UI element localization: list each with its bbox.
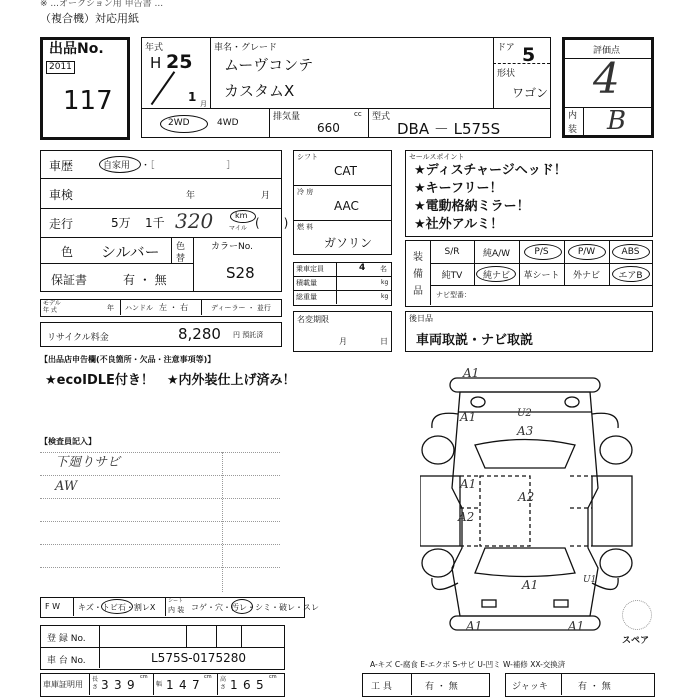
- model-year-year: 年: [107, 304, 114, 312]
- sales-point: ★社外アルミ！: [414, 217, 504, 232]
- equip-alloy: 純A/W: [482, 248, 511, 259]
- era: H: [150, 54, 162, 72]
- tools-value: 有 ・ 無: [425, 682, 458, 692]
- score-box: [562, 37, 654, 138]
- history-block: [40, 150, 289, 292]
- height-unit: cm: [269, 674, 277, 680]
- capacity-label: 乗車定員: [296, 265, 324, 273]
- inspection-label: 車検: [49, 188, 74, 202]
- color-changed-2: 替: [176, 254, 186, 264]
- jack-row: [505, 673, 655, 697]
- damage-mark: A1: [460, 477, 477, 491]
- gross-label: 総重量: [296, 293, 317, 301]
- inspector-note-2: AW: [55, 479, 78, 494]
- capacity-unit: 名: [380, 265, 387, 273]
- ac-value: AAC: [334, 199, 359, 213]
- mile-option[interactable]: マイル: [229, 225, 247, 232]
- inspector-note-1: 下廻りサビ: [55, 455, 121, 470]
- top-line: ※ ...オークション用 申告書 ...: [40, 0, 164, 9]
- later-label: 後日品: [409, 314, 433, 323]
- load-label: 積載量: [296, 279, 317, 287]
- model-year-label-1: モデル: [43, 300, 61, 307]
- shape-label: 形状: [497, 69, 516, 79]
- damage-mark: U2: [517, 408, 532, 419]
- doors: 5: [522, 44, 536, 66]
- vehicle-box: [141, 37, 551, 138]
- color-no-label: カラーNo.: [211, 242, 253, 252]
- drive-4wd[interactable]: 4WD: [217, 118, 239, 128]
- name-change-day: 日: [380, 337, 388, 346]
- windshield: [475, 440, 575, 469]
- width-label: 幅: [156, 681, 163, 688]
- inspection-year: 年: [186, 191, 196, 201]
- damage-mark: A2: [458, 510, 475, 524]
- damage-legend: A-キズ C-腐食 E-エクボ S-サビ U-凹ミ W-補修 XX-交換済: [370, 660, 566, 669]
- seller-notes-text: ★ecoIDLE付き！ ★内外装仕上げ済み！: [45, 373, 296, 388]
- seat-label: シート: [168, 598, 184, 604]
- damage-mark: U1: [583, 575, 597, 585]
- equipment-label: 装備品: [413, 252, 423, 297]
- interior-label: 内 装: [168, 606, 185, 614]
- recycle-amount: 8,280: [178, 325, 221, 343]
- km-option[interactable]: km: [235, 211, 248, 220]
- color-label: 色: [61, 245, 74, 259]
- length-digit: 3: [101, 678, 109, 692]
- year-label: 年式: [145, 43, 164, 53]
- dealer-value: ディーラー ・ 並行: [211, 304, 271, 312]
- warranty-value: 有 ・ 無: [123, 273, 167, 287]
- paper-note: （複合機）対応用紙: [40, 12, 139, 25]
- shift-label: シフト: [297, 153, 318, 161]
- lot-label: 出品No.: [49, 41, 104, 57]
- recycle-unit: 円 預託済: [233, 331, 264, 339]
- damage-mark: A1: [568, 619, 585, 633]
- displacement: 660: [317, 121, 340, 135]
- sales-point: ★キーフリー！: [414, 181, 503, 196]
- capacity-block: [293, 262, 392, 306]
- spec-block: [293, 150, 392, 255]
- later-value: 車両取説・ナビ取説: [416, 333, 534, 348]
- year: 25: [166, 51, 193, 73]
- equip-ext-navi: 外ナビ: [572, 270, 600, 281]
- color-changed-1: 色: [176, 242, 186, 252]
- width-digit: 4: [179, 678, 187, 692]
- warranty-label: 保証書: [51, 273, 88, 287]
- lot-number: 117: [63, 86, 113, 116]
- month: 1: [188, 90, 197, 104]
- load-unit: kg: [381, 279, 389, 286]
- handle-label: ハンドル: [125, 304, 153, 312]
- fuel-value: ガソリン: [324, 236, 373, 250]
- door-label: ドア: [497, 43, 515, 53]
- front-bumper: [450, 378, 600, 392]
- length-label: 長さ: [92, 676, 99, 691]
- car-grade: カスタムX: [224, 82, 295, 100]
- mileage-label: 走行: [49, 217, 74, 231]
- equip-leather: 革シート: [523, 270, 560, 281]
- chassis-number: L575S-0175280: [151, 651, 246, 665]
- history-rest: ・［ ］: [141, 161, 236, 171]
- color-value: シルバー: [101, 243, 160, 261]
- month-unit: 月: [200, 100, 207, 108]
- name-label: 車名・グレード: [214, 43, 278, 53]
- height-digit: 1: [230, 678, 238, 692]
- equip-airbag: エアB: [618, 270, 643, 281]
- sales-point: ★電動格納ミラー！: [414, 199, 530, 214]
- damage-mark: A3: [517, 424, 534, 438]
- equip-pw: P/W: [577, 247, 596, 257]
- registration-block: [40, 625, 285, 670]
- model-year-row: [40, 299, 282, 317]
- inspector-label: 【検査員記入】: [40, 437, 96, 446]
- fuel-label: 燃 料: [297, 223, 314, 231]
- mileage-paren: ( ): [255, 216, 289, 230]
- gross-unit: kg: [381, 293, 389, 300]
- fw-row: [40, 597, 319, 618]
- mileage-sen: 1千: [145, 216, 165, 230]
- damage-mark: A1: [522, 578, 539, 592]
- color-no: S28: [226, 264, 255, 282]
- interior-options: コゲ・穴・汚レ・シミ・破レ・スレ: [191, 603, 319, 612]
- chassis-label: 車 台 No.: [47, 656, 86, 666]
- equip-tv: 純TV: [441, 270, 463, 281]
- garage-label: 車庫証明用: [43, 680, 83, 689]
- tools-row: [362, 673, 490, 697]
- handle-value: 左 ・ 右: [159, 303, 189, 312]
- sales-points-label: セールスポイント: [409, 153, 465, 161]
- seller-notes-label: 【出品店申告欄(不良箇所・欠品・注意事項等)】: [40, 355, 216, 364]
- name-change-month: 月: [339, 337, 347, 346]
- height-label: 高さ: [220, 676, 227, 691]
- mileage-man: 5万: [111, 216, 131, 230]
- equip-navi: 純ナビ: [482, 270, 510, 281]
- width-digit: 1: [166, 678, 174, 692]
- model-label: 型式: [372, 112, 391, 122]
- history-value: 自家用: [103, 161, 131, 171]
- rear-window: [475, 548, 575, 577]
- fw-options: キズ・トビ石・割レX: [78, 603, 156, 612]
- fw-label: F W: [45, 602, 61, 611]
- width-unit: cm: [204, 674, 212, 680]
- score-value: 4: [593, 54, 620, 103]
- model-year-label-2: 年 式: [43, 307, 57, 314]
- damage-mark: A2: [518, 490, 535, 504]
- spare-label: スペア: [622, 636, 650, 646]
- name-change-block: [293, 311, 392, 352]
- lot-stamp: 2011: [46, 61, 75, 74]
- height-digit: 5: [256, 678, 264, 692]
- width-digit: 7: [192, 678, 200, 692]
- capacity-value: 4: [359, 263, 366, 273]
- inspection-month: 月: [261, 191, 271, 201]
- shape: ワゴン: [512, 86, 549, 100]
- navi-model-label: ナビ型番：: [436, 291, 471, 299]
- length-unit: cm: [140, 674, 148, 680]
- length-digit: 3: [114, 678, 122, 692]
- equipment-block: [405, 240, 653, 307]
- jack-label: ジャッキ: [512, 682, 548, 692]
- drive-2wd[interactable]: 2WD: [168, 118, 190, 128]
- recycle-row: [40, 322, 282, 347]
- name-change-label: 名変期限: [297, 315, 329, 324]
- interior-score: B: [607, 106, 627, 136]
- mileage-hand: 320: [175, 209, 214, 233]
- garage-row: [40, 673, 285, 697]
- damage-mark: A1: [463, 366, 480, 380]
- lot-box: [40, 37, 130, 140]
- spare-tire-icon: [622, 600, 652, 630]
- height-digit: 6: [243, 678, 251, 692]
- interior-label-1: 内: [568, 111, 578, 121]
- length-digit: 9: [127, 678, 135, 692]
- model-code: DBA － L575S: [397, 120, 501, 138]
- registration-label: 登 録 No.: [47, 634, 86, 644]
- interior-label-2: 装: [568, 125, 578, 135]
- car-name: ムーヴコンテ: [224, 56, 314, 74]
- recycle-label: リサイクル料金: [47, 333, 109, 343]
- jack-value: 有 ・ 無: [578, 682, 611, 692]
- damage-mark: A1: [460, 410, 477, 424]
- equip-sr: S/R: [444, 247, 460, 257]
- shift-value: CAT: [334, 164, 357, 178]
- sales-points: [405, 150, 653, 237]
- ac-label: 冷 房: [297, 188, 314, 196]
- score-label: 評価点: [593, 46, 621, 56]
- tools-label: 工 具: [371, 682, 392, 692]
- equip-abs: ABS: [621, 247, 640, 257]
- later-items: [405, 311, 653, 352]
- history-label: 車歴: [49, 159, 74, 173]
- sales-point: ★ディスチャージヘッド！: [414, 163, 567, 178]
- damage-mark: A1: [466, 619, 483, 633]
- equip-ps: P/S: [534, 247, 549, 257]
- displacement-label: 排気量: [273, 112, 301, 122]
- displacement-unit: cc: [354, 110, 362, 118]
